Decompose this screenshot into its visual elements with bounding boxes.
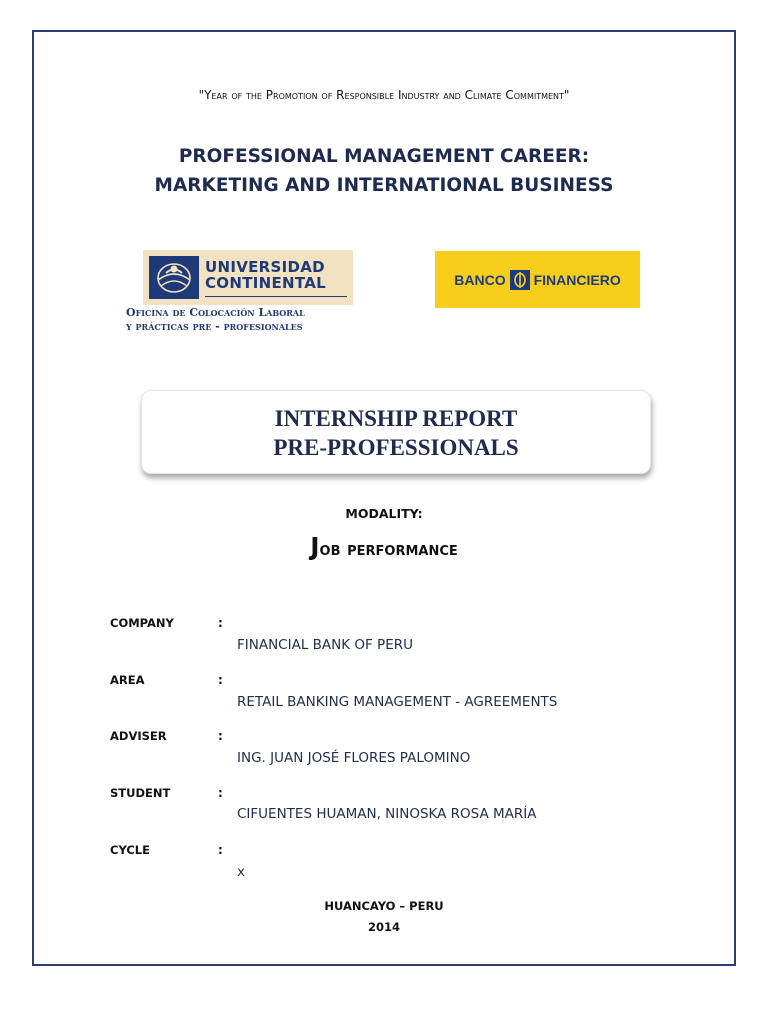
field-separator: :: [218, 843, 223, 857]
field-separator: :: [218, 786, 223, 800]
year-motto: "Year of the Promotion of Responsible Industry and Climate Commitment": [198, 88, 570, 102]
report-title-line2: PRE-PROFESSIONALS: [273, 435, 519, 460]
bank-logo: [435, 251, 640, 308]
modality-value-initial: J: [310, 532, 320, 561]
field-label: COMPANY: [110, 616, 174, 630]
modality-value-rest: ob performance: [319, 538, 458, 560]
university-divider: [205, 296, 347, 297]
modality-label: MODALITY:: [345, 506, 423, 521]
bank-emblem-icon: [510, 270, 530, 290]
career-title-line2: MARKETING AND INTERNATIONAL BUSINESS: [154, 175, 614, 196]
bank-logo-right: FINANCIERO: [533, 271, 621, 288]
field-label: CYCLE: [110, 843, 150, 857]
modality-value: [0, 532, 768, 561]
university-name-line1: UNIVERSIDAD: [205, 258, 325, 276]
field-label: AREA: [110, 673, 145, 687]
report-title-box: [141, 390, 651, 474]
field-value: RETAIL BANKING MANAGEMENT - AGREEMENTS: [237, 694, 558, 710]
globe-emblem-icon: [149, 256, 199, 299]
career-title-line1: PROFESSIONAL MANAGEMENT CAREER:: [178, 146, 590, 167]
location: HUANCAYO – PERU: [324, 899, 444, 913]
report-title-line1: INTERNSHIP REPORT: [274, 406, 518, 431]
field-separator: :: [218, 616, 223, 630]
university-logo-badge: [143, 250, 353, 305]
university-office-line2: y prácticas pre - profesionales: [126, 320, 303, 333]
report-year: 2014: [367, 920, 400, 934]
university-office-caption: [126, 306, 376, 334]
university-name-line2: CONTINENTAL: [205, 274, 327, 292]
field-label: ADVISER: [110, 729, 167, 743]
field-value: FINANCIAL BANK OF PERU: [237, 637, 413, 653]
field-value: ING. JUAN JOSÉ FLORES PALOMINO: [237, 750, 471, 766]
field-label: STUDENT: [110, 786, 171, 800]
university-office-line1: Oficina de Colocación Laboral: [126, 306, 305, 319]
bank-logo-left: BANCO: [454, 271, 506, 288]
university-name: [205, 259, 350, 291]
field-value: CIFUENTES HUAMAN, NINOSKA ROSA MARÍA: [237, 806, 537, 822]
career-title: [0, 142, 768, 200]
field-separator: :: [218, 729, 223, 743]
field-separator: :: [218, 673, 223, 687]
field-value: x: [237, 864, 245, 880]
